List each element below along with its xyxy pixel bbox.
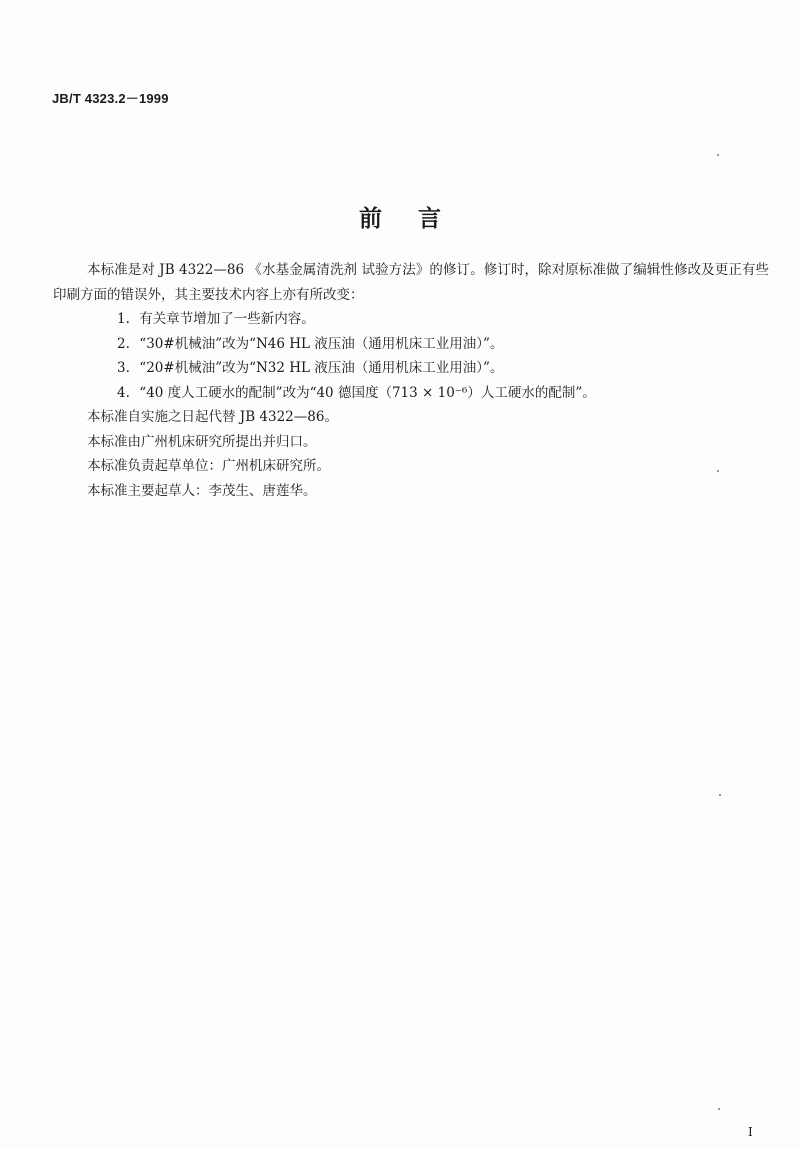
replacement-statement: 本标准自实施之日起代替 JB 4322—86。 [87, 409, 338, 425]
list-item-text: 有关章节增加了一些新内容。 [139, 311, 315, 327]
page-number: I [748, 1125, 753, 1139]
scan-speck [717, 154, 719, 156]
list-item-number: 3. [117, 360, 130, 376]
list-item [53, 332, 769, 357]
scan-speck [719, 794, 721, 796]
scan-speck [717, 470, 719, 472]
list-item [53, 307, 769, 332]
list-item-text: “20#机械油”改为“N32 HL 液压油（通用机床工业用油）”。 [139, 360, 504, 376]
changes-list [53, 307, 769, 405]
intro-paragraph: 本标准是对 JB 4322—86 《水基金属清洗剂 试验方法》的修订。修订时，除对原标准做了编辑性修改及更正有些印刷方面的错误外，其主要技术内容上亦有所改变： [53, 262, 769, 303]
proposer-statement: 本标准由广州机床研究所提出并归口。 [87, 433, 317, 450]
scan-speck [718, 1108, 720, 1110]
drafters-statement: 本标准主要起草人：李茂生、唐莲华。 [87, 482, 317, 499]
list-item-number: 2. [117, 335, 130, 352]
document-code: JB/T 4323.2－1999 [52, 91, 169, 106]
list-item-number: 4. [117, 384, 130, 401]
list-item-text: “30#机械油”改为“N46 HL 液压油（通用机床工业用油）”。 [139, 335, 504, 352]
list-item-number: 1. [117, 311, 130, 327]
drafting-unit-statement: 本标准负责起草单位：广州机床研究所。 [87, 458, 330, 474]
list-item [53, 356, 769, 381]
list-item [53, 381, 769, 406]
list-item-text: “40 度人工硬水的配制”改为“40 德国度（713 × 10⁻⁶）人工硬水的配制”。 [139, 384, 596, 401]
preface-body [53, 258, 769, 503]
page-title: 前言 [359, 206, 477, 232]
